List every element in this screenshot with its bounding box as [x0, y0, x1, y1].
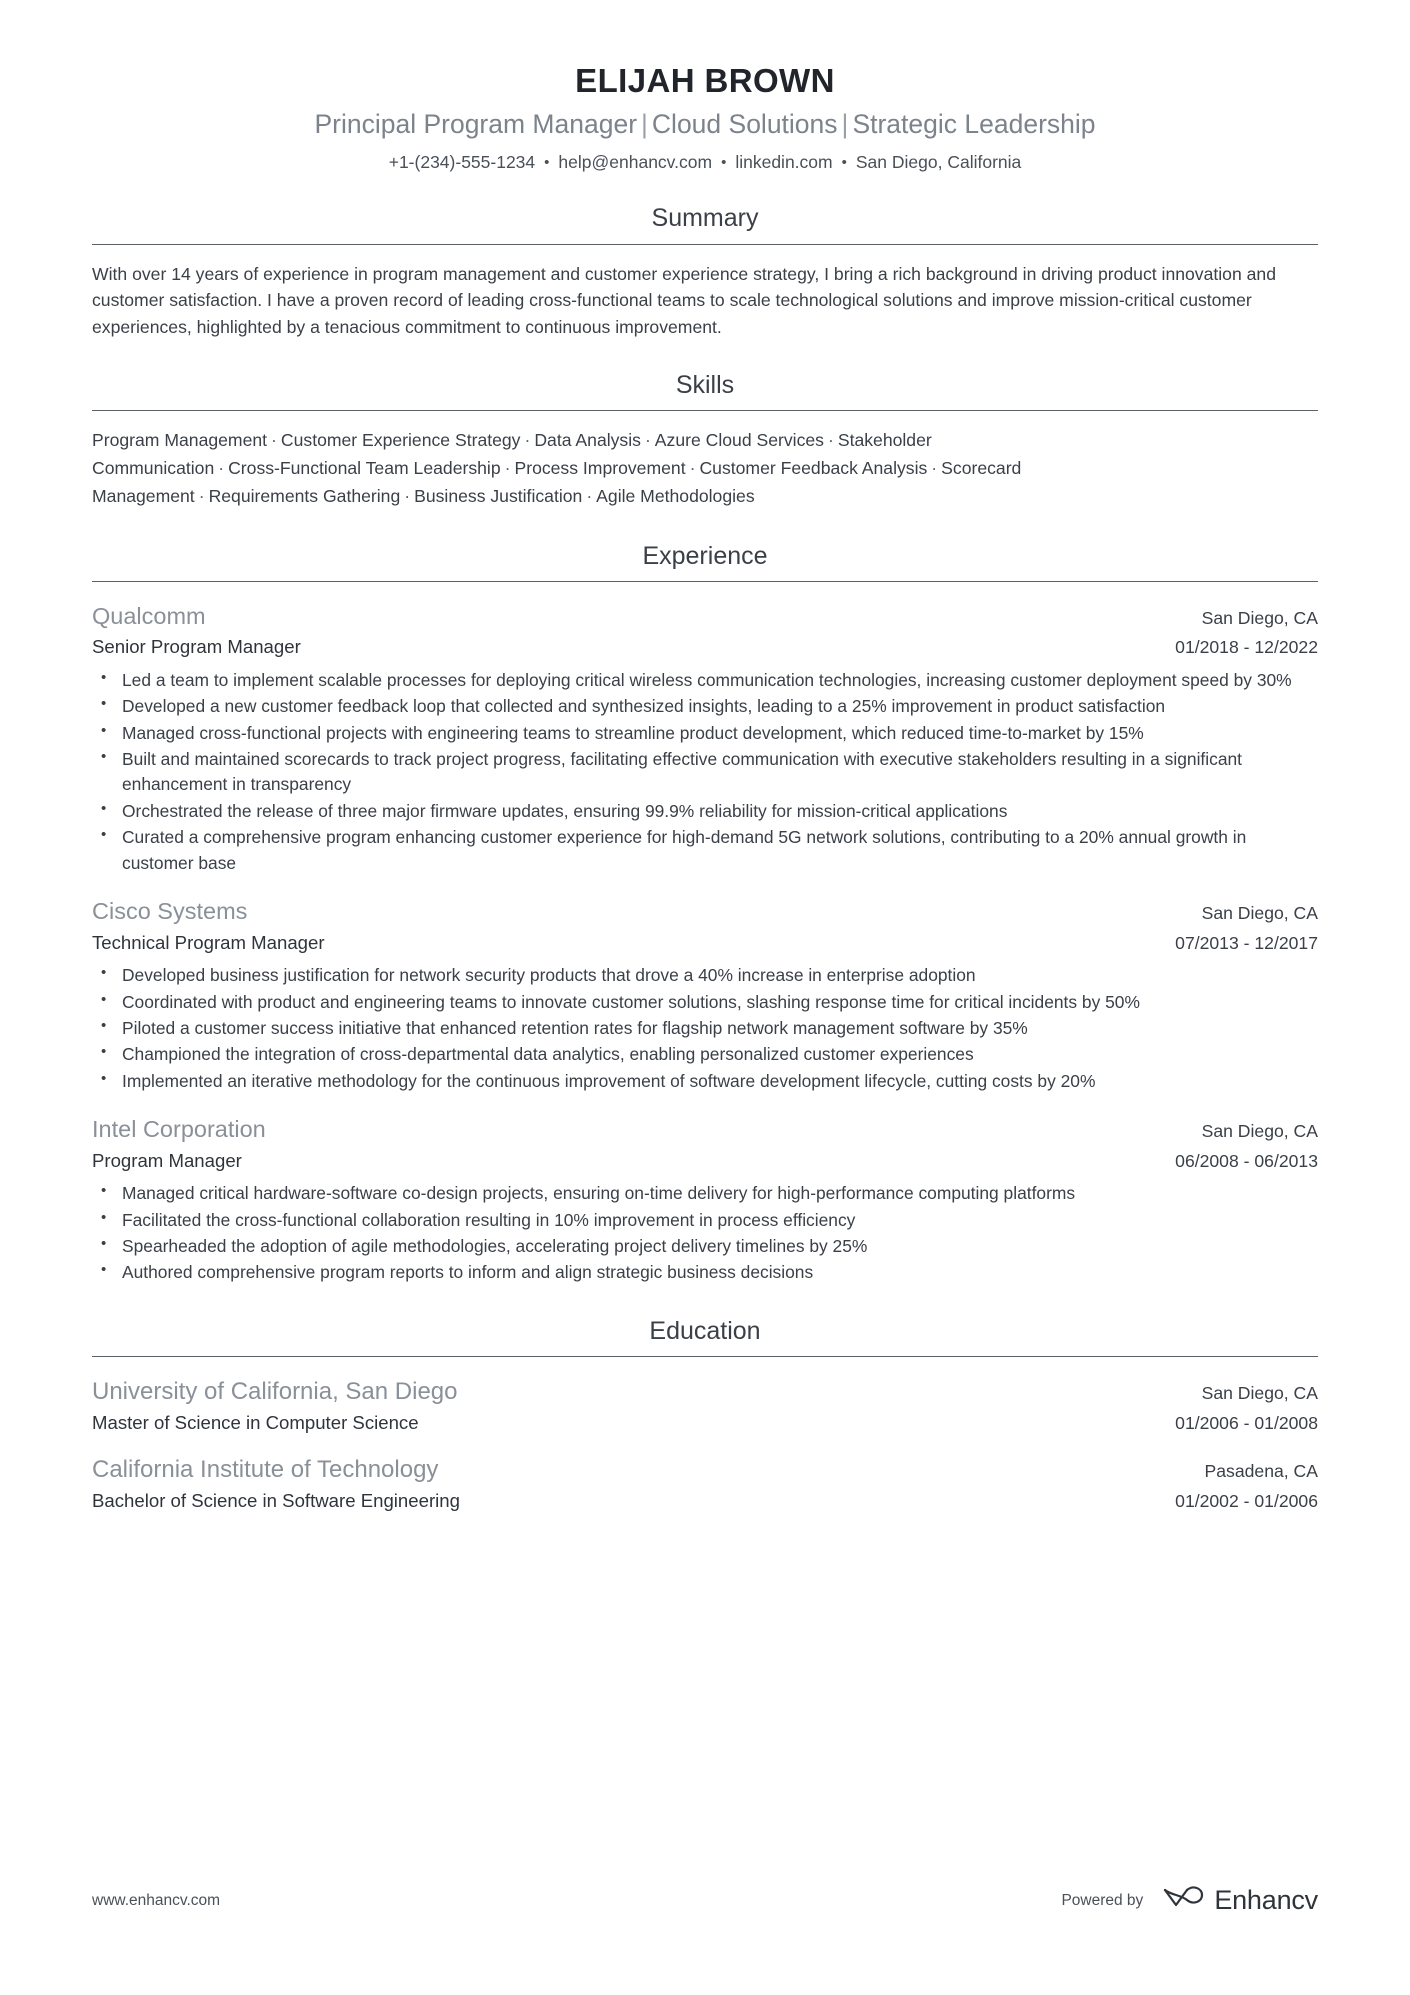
experience-entry [92, 602, 1318, 876]
skill-separator-icon: · [827, 430, 834, 451]
achievement-item: • Developed a new customer feedback loop that collected and synthesized insights, leading to a 25% improvement in product satisfaction [92, 694, 1318, 719]
skills-list [92, 427, 1092, 510]
skill-item: Process Improvement [514, 457, 686, 478]
school-name: California Institute of Technology [92, 1455, 439, 1483]
company-location: San Diego, CA [1201, 1121, 1318, 1142]
job-title: Technical Program Manager [92, 931, 325, 953]
experience-entries [92, 602, 1318, 1286]
summary-text: With over 14 years of experience in program management and customer experience strategy, I bring a rich background in driving product innovation and customer satisfaction. I have a proven record of leading cross-functional teams to scale technological solutions and improve mission-critical customer experiences, highlighted by a tenacious commitment to continuous improvement. [92, 263, 1276, 337]
skill-separator-icon: · [931, 457, 938, 478]
skill-separator-icon: · [689, 457, 696, 478]
tagline-part-3: Strategic Leadership [852, 108, 1096, 139]
achievement-item: • Implemented an iterative methodology for the continuous improvement of software development lifecycle, cutting costs by 20% [92, 1069, 1318, 1094]
education-entry-header [92, 1377, 1318, 1407]
education-entry-header [92, 1455, 1318, 1485]
section-summary [92, 203, 1318, 339]
skill-item: Agile Methodologies [596, 485, 755, 506]
achievement-list [92, 668, 1318, 876]
skill-item: Stakeholder Communication [92, 430, 932, 478]
achievement-item: • Built and maintained scorecards to track project progress, facilitating effective communication with executive stakeholders resulting in a significant enhancement in transparency [92, 747, 1318, 798]
achievement-item: • Led a team to implement scalable processes for deploying critical wireless communication technologies, increasing customer deployment speed by 30% [92, 668, 1318, 693]
powered-by-label: Powered by [1061, 1891, 1144, 1909]
section-divider [92, 1356, 1318, 1357]
footer-branding [1061, 1884, 1318, 1917]
contact-email[interactable]: help@enhancv.com [558, 151, 713, 172]
section-divider [92, 410, 1318, 411]
section-title-education: Education [649, 1316, 761, 1345]
tagline-separator-icon: | [841, 108, 849, 139]
section-divider [92, 581, 1318, 582]
experience-entry-header [92, 602, 1318, 632]
achievement-item: • Curated a comprehensive program enhancing customer experience for high-demand 5G network solutions, contributing to a 20% annual growth in customer base [92, 825, 1318, 876]
company-name: Intel Corporation [92, 1116, 266, 1143]
education-dates: 01/2006 - 01/2008 [1175, 1413, 1318, 1434]
contact-phone: +1-(234)-555-1234 [388, 151, 536, 172]
skill-separator-icon: · [404, 485, 411, 506]
employment-dates: 07/2013 - 12/2017 [1175, 932, 1318, 953]
contact-separator-icon: • [841, 153, 847, 171]
skill-separator-icon: · [218, 457, 225, 478]
achievement-list [92, 963, 1318, 1094]
skill-item: Business Justification [414, 485, 583, 506]
education-entries [92, 1377, 1318, 1512]
job-title: Program Manager [92, 1149, 242, 1171]
skill-item: Requirements Gathering [208, 485, 401, 506]
skill-item: Cross-Functional Team Leadership [228, 457, 501, 478]
resume-header [92, 0, 1318, 173]
education-dates: 01/2002 - 01/2006 [1175, 1490, 1318, 1511]
school-location: San Diego, CA [1201, 1383, 1318, 1404]
tagline-separator-icon: | [641, 108, 648, 139]
experience-entry-header [92, 897, 1318, 927]
contact-location: San Diego, California [855, 151, 1022, 172]
skill-separator-icon: · [271, 430, 277, 451]
tagline-part-2: Cloud Solutions [651, 108, 838, 139]
education-entry [92, 1455, 1318, 1513]
experience-role-row [92, 1149, 1318, 1172]
contact-linkedin[interactable]: linkedin.com [735, 151, 833, 172]
skill-item: Scorecard Management [92, 457, 1022, 506]
section-education [92, 1316, 1318, 1513]
school-name: University of California, San Diego [92, 1378, 458, 1406]
achievement-item: • Managed cross-functional projects with engineering teams to streamline product development, which reduced time-to-market by 15% [92, 721, 1318, 746]
education-degree-row [92, 1411, 1318, 1434]
contact-separator-icon: • [721, 153, 727, 171]
education-degree-row [92, 1489, 1318, 1512]
experience-entry [92, 897, 1318, 1094]
employment-dates: 01/2018 - 12/2022 [1175, 637, 1318, 658]
achievement-item: • Orchestrated the release of three major firmware updates, ensuring 99.9% reliability for mission-critical applications [92, 799, 1318, 824]
achievement-item: • Piloted a customer success initiative that enhanced retention rates for flagship network management software by 35% [92, 1016, 1318, 1041]
experience-entry [92, 1115, 1318, 1286]
skill-item: Program Management [92, 430, 268, 451]
enhancv-wordmark: Enhancv [1214, 1885, 1318, 1915]
company-location: San Diego, CA [1201, 903, 1318, 924]
achievement-item: • Spearheaded the adoption of agile methodologies, accelerating project delivery timelines by 25% [92, 1234, 1318, 1259]
company-location: San Diego, CA [1201, 607, 1318, 628]
skill-item: Data Analysis [534, 430, 641, 451]
company-name: Qualcomm [92, 602, 206, 629]
education-entry [92, 1377, 1318, 1435]
skill-separator-icon: · [644, 430, 651, 451]
employment-dates: 06/2008 - 06/2013 [1175, 1150, 1318, 1171]
company-name: Cisco Systems [92, 898, 248, 925]
footer-website-link[interactable]: www.enhancv.com [92, 1891, 221, 1909]
candidate-name: ELIJAH BROWN [575, 62, 835, 99]
contact-separator-icon: • [544, 153, 550, 171]
achievement-item: • Managed critical hardware-software co-design projects, ensuring on-time delivery for high-performance computing platforms [92, 1181, 1318, 1206]
skill-separator-icon: · [504, 457, 511, 478]
degree-title: Bachelor of Science in Software Engineering [92, 1489, 460, 1511]
achievement-item: • Facilitated the cross-functional collaboration resulting in 10% improvement in process efficiency [92, 1208, 1318, 1233]
achievement-item: • Authored comprehensive program reports to inform and align strategic business decisions [92, 1260, 1318, 1285]
section-experience [92, 541, 1318, 1286]
section-title-summary: Summary [651, 204, 759, 233]
job-title: Senior Program Manager [92, 636, 301, 658]
section-divider [92, 244, 1318, 245]
tagline-part-1: Principal Program Manager [314, 108, 638, 139]
experience-role-row [92, 635, 1318, 658]
skill-item: Customer Experience Strategy [280, 430, 521, 451]
skill-separator-icon: · [524, 430, 531, 451]
skill-separator-icon: · [586, 485, 593, 506]
achievement-item: • Championed the integration of cross-departmental data analytics, enabling personalized customer experiences [92, 1042, 1318, 1067]
contact-line [92, 151, 1318, 174]
skill-item: Customer Feedback Analysis [699, 457, 928, 478]
enhancv-mark-icon [1159, 1884, 1205, 1917]
achievement-item: • Developed business justification for network security products that drove a 40% increase in enterprise adoption [92, 963, 1318, 988]
section-title-skills: Skills [675, 370, 735, 399]
skill-separator-icon: · [198, 485, 205, 506]
achievement-list [92, 1181, 1318, 1286]
achievement-item: • Coordinated with product and engineering teams to innovate customer solutions, slashing response time for critical incidents by 50% [92, 990, 1318, 1015]
degree-title: Master of Science in Computer Science [92, 1412, 419, 1434]
experience-role-row [92, 931, 1318, 954]
school-location: Pasadena, CA [1204, 1460, 1318, 1481]
experience-entry-header [92, 1115, 1318, 1145]
candidate-tagline [92, 109, 1318, 141]
skill-item: Azure Cloud Services [654, 430, 824, 451]
section-title-experience: Experience [642, 541, 768, 570]
section-skills [92, 370, 1318, 511]
enhancv-logo [1159, 1884, 1318, 1917]
page-footer [92, 1884, 1318, 1917]
